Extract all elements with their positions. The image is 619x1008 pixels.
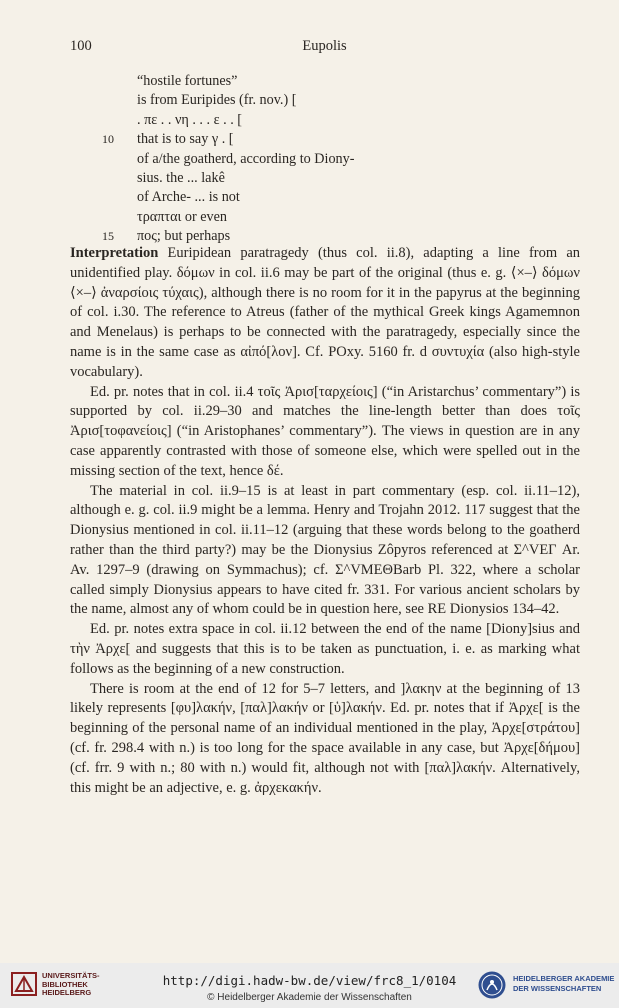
fragment-translation — [70, 72, 550, 247]
permalink-url[interactable]: http://digi.hadw-bw.de/view/frc8_1/0104 — [162, 973, 457, 988]
paragraph-interpretation — [70, 244, 580, 383]
commentary-body — [70, 244, 580, 798]
paragraph: The material in col. ii.9–15 is at least in part commentary (esp. col. ii.11–12), although e. g. col. ii.9 might be a lemma. Henry and Trojahn 2012. 117 suggest that the Dionysius mentioned in col. ii.11–12 (arguing that these words belong to the goatherd rather than the third party?) may be the Dionysius Zôpyros referenced at Σ^VEΓ Ar. Av. 1297–9 (drawing on Symmachus); cf. Σ^VMEΘBarb Pl. 322, where a scholar called simply Dionysius appears to have cited fr. 331. For various ancient scholars by the name, almost any of whom could be in question here, see RE Dionysios 134–42. — [70, 482, 580, 618]
fragment-line — [70, 150, 550, 169]
fragment-line — [70, 111, 550, 130]
running-title: Eupolis — [302, 38, 347, 54]
fragment-line — [70, 72, 550, 91]
fragment-line — [70, 169, 550, 188]
line-number: 10 — [102, 132, 114, 147]
fragment-text: of Arche- ... is not — [137, 189, 240, 206]
fragment-text: “hostile fortunes” — [137, 73, 238, 89]
fragment-text: . πε . . νη . . . ε . . [ — [137, 111, 243, 128]
page-number: 100 — [70, 38, 92, 54]
running-header — [70, 38, 579, 58]
copyright-notice: © Heidelberger Akademie der Wissenschaften — [207, 992, 412, 1003]
fragment-text: πος; but perhaps — [137, 228, 231, 245]
paragraph: There is room at the end of 12 for 5–7 letters, and ]λακην at the beginning of 13 likely represents [φυ]λακήν, [παλ]λακήν or [ὑ]λακήν. Ed. pr. notes that if Ἀρχε[ is the beginning of the personal name of an individual mentioned in the play, Ἀρχε[στράτου] (cf. fr. 298.4 with n.) is too long for the space available in any case, but Ἀρχε[δήμου] (cf. frr. 9 with n.; 80 with n.) would fit, although not with [παλ]λακήν. Alternatively, this might be an adjective, e. g. ἀρχεκακήν. — [70, 680, 580, 796]
paragraph: Ed. pr. notes that in col. ii.4 τοῖς Ἀρισ[ταρχείοις] (“in Aristarchus’ commentary”) is supported by col. ii.29–30 and matches the line-length better than does τοῖς Ἀρισ[τοφανείοις] (“in Aristophanes’ commentary”). The views in question are in any case apparently contrasted with those of someone else, which were spelled out in the missing section of the text, hence δέ. — [70, 383, 580, 479]
fragment-text: sius. the ... lakê — [137, 169, 225, 186]
university-library-name: UNIVERSITÄTS- BIBLIOTHEK HEIDELBERG — [42, 971, 100, 997]
fragment-line — [70, 91, 550, 110]
academy-seal-icon — [477, 970, 507, 1000]
fragment-text: τραπται or even — [137, 208, 228, 225]
academy-name: HEIDELBERGER AKADEMIE DER WISSENSCHAFTEN — [513, 974, 615, 993]
paragraph-text: Euripidean paratragedy (thus col. ii.8), adapting a line from an unidentified play. δόμων in col. ii.6 may be part of the original (thus e. g. ⟨×–⟩ δόμων ⟨×–⟩ ἀναρσίοις τύχαις), although there is no room for it in the papyrus at the beginning of col. i.30. The reference to Atreus (father of the mythical Greek kings Agamemnon and Menelaus) is perhaps to be connected with the paratragedy, especially since the name is in the same case as αἰπό[λον]. Cf. POxy. 5160 fr. d συντυχία (also high-style vocabulary). — [70, 245, 581, 380]
paragraph: Ed. pr. notes extra space in col. ii.12 between the end of the name [Diony]sius and τὴν Ἀρχε[ and suggests that this is to be taken as punctuation, i. e. as marking what follows as the beginning of a new construction. — [70, 621, 580, 677]
fragment-line — [70, 188, 550, 207]
viewer-footer — [0, 963, 619, 1008]
line-number: 15 — [102, 229, 114, 244]
section-heading: Interpretation — [70, 245, 159, 261]
fragment-text: is from Euripides (fr. nov.) [ — [137, 92, 297, 109]
fragment-line — [70, 208, 550, 227]
fragment-text: that is to say γ . [ — [137, 131, 234, 148]
fragment-line — [70, 130, 550, 149]
fragment-text: of a/the goatherd, according to Diony- — [137, 150, 355, 167]
